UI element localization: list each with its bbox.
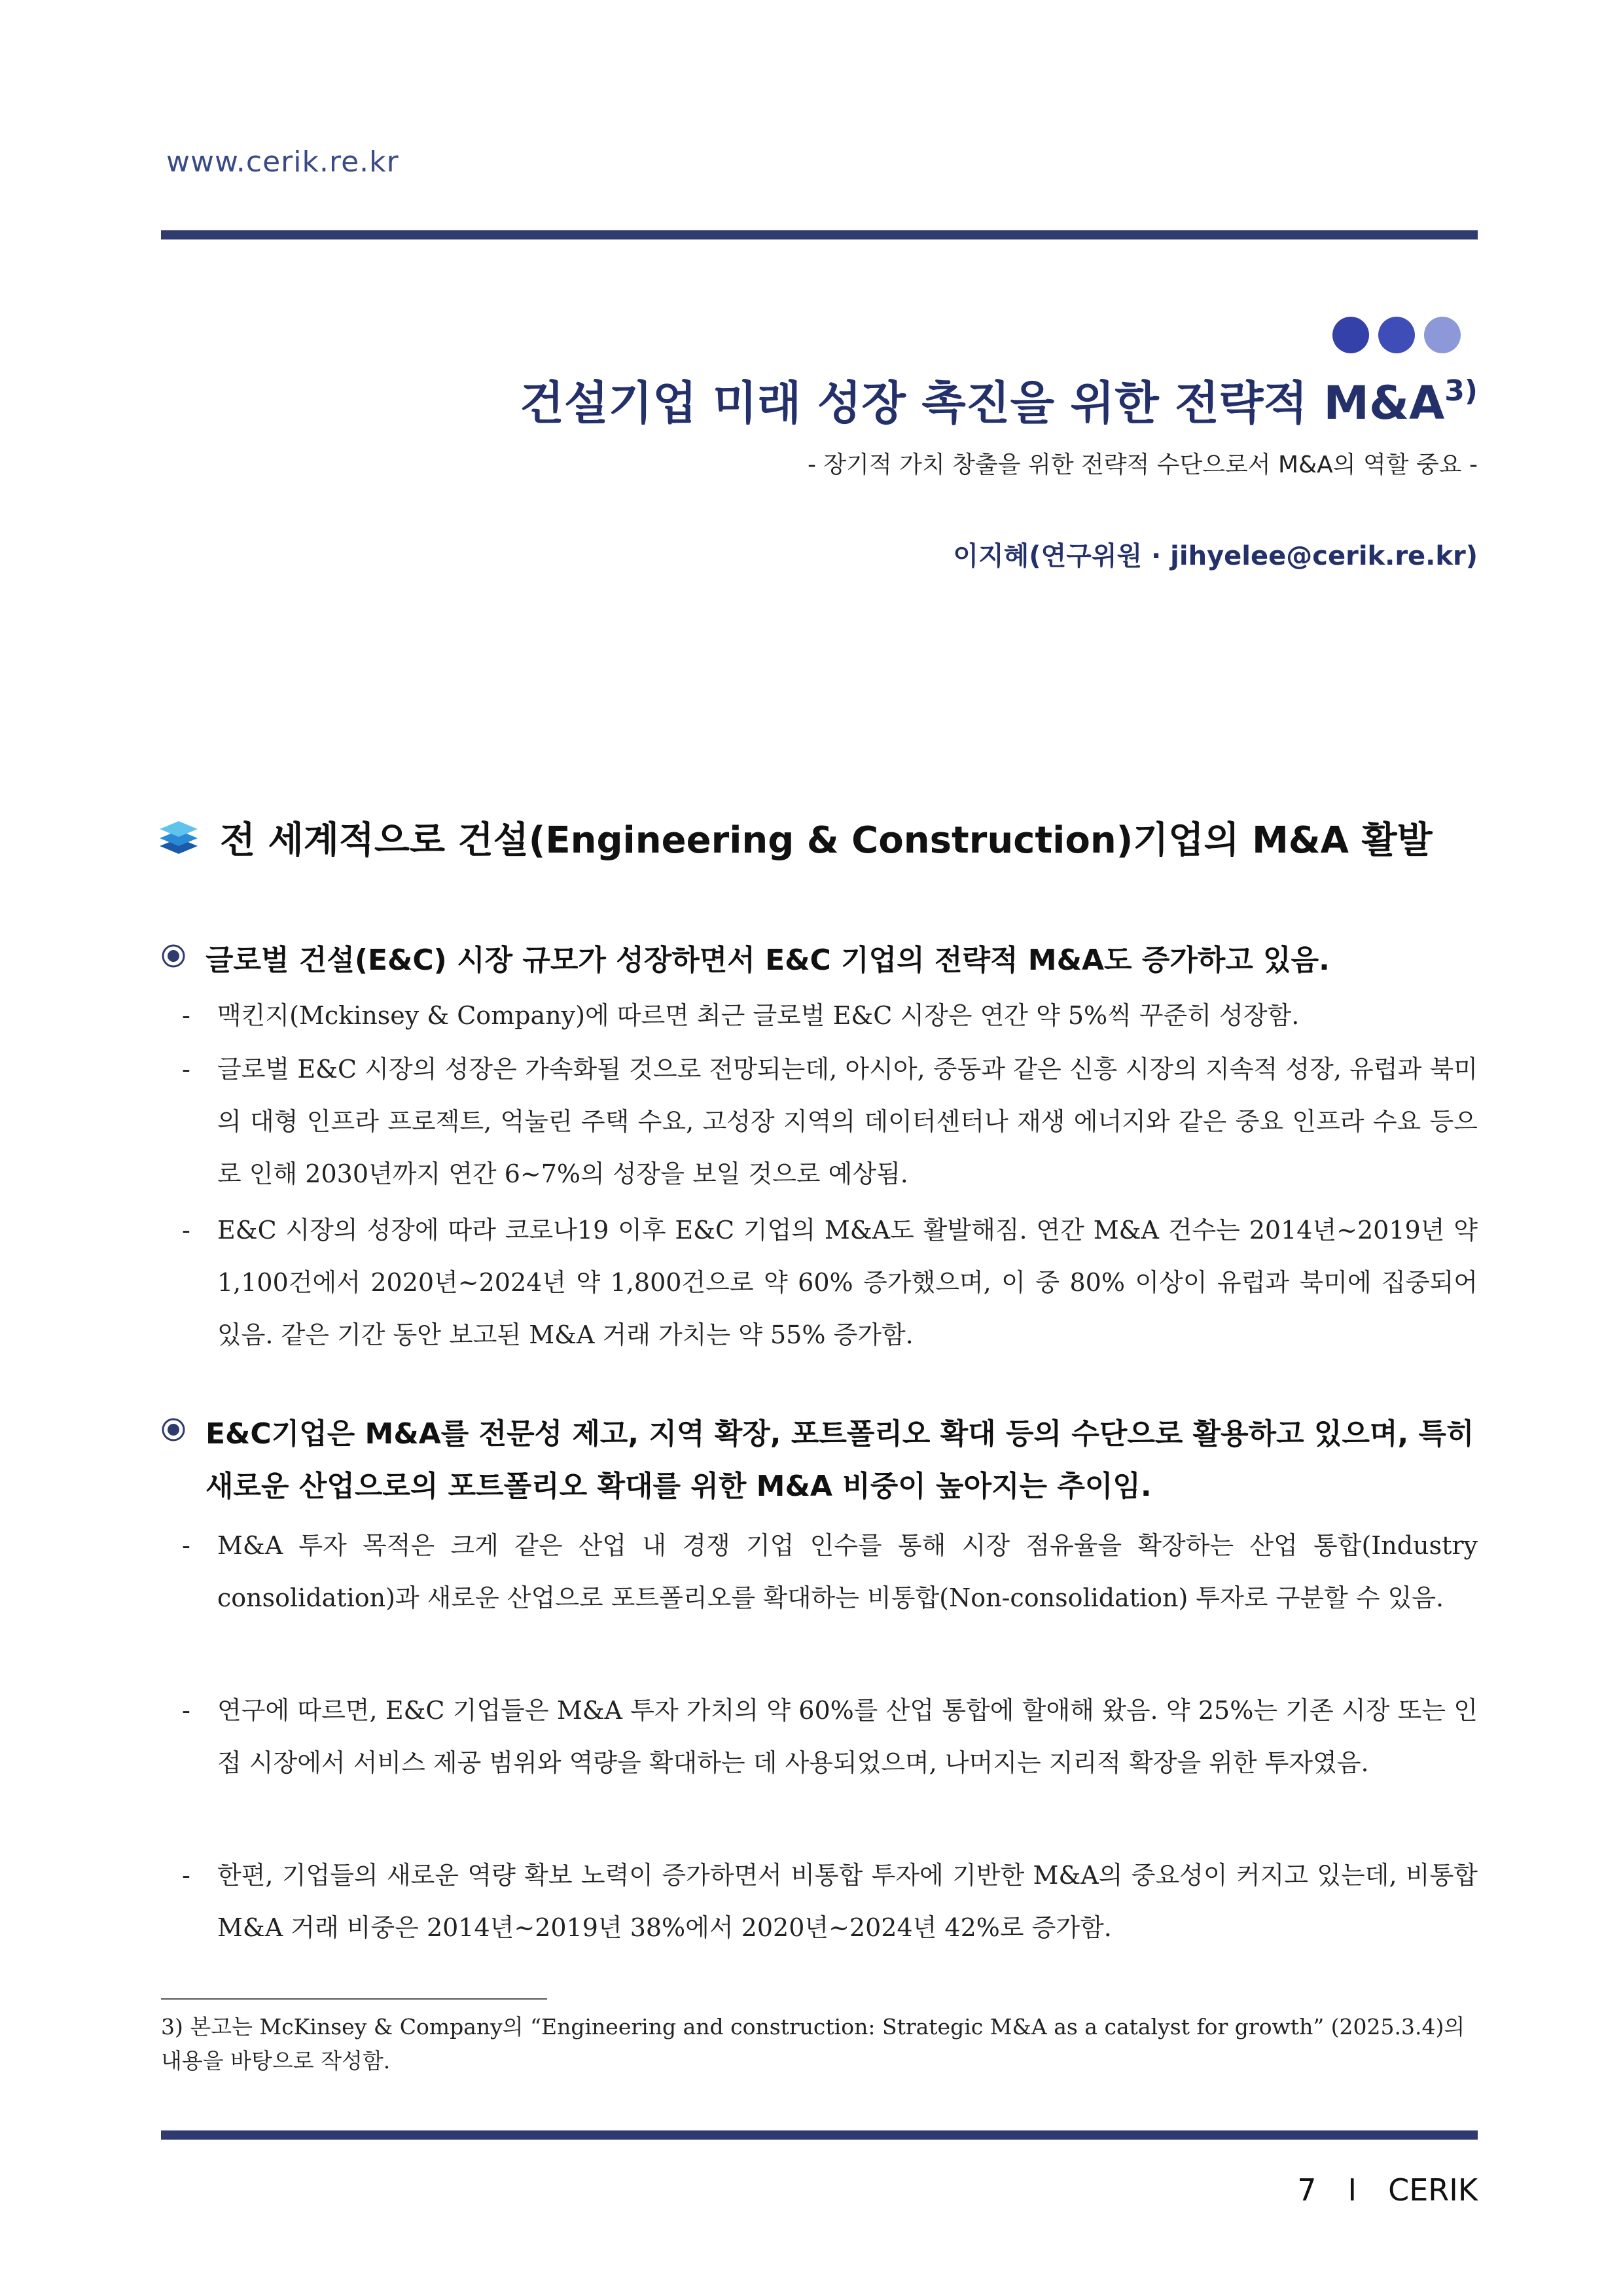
layers-icon xyxy=(157,816,200,859)
header-rule xyxy=(161,230,1478,239)
list-item-text: 맥킨지(Mckinsey & Company)에 따르면 최근 글로벌 E&C 시장은 연간 약 5%씩 꾸준히 성장함. xyxy=(217,1001,1300,1030)
list-item xyxy=(182,1684,1478,1789)
dash-marker: - xyxy=(182,1531,190,1560)
bullet-item xyxy=(161,934,1478,987)
author-line: 이지혜(연구위원 · jihyelee@cerik.re.kr) xyxy=(953,541,1478,571)
dash-marker: - xyxy=(182,1001,190,1030)
list-item-text: 연구에 따르면, E&C 기업들은 M&A 투자 가치의 약 60%를 산업 통합에 할애해 왔음. 약 25%는 기존 시장 또는 인접 시장에서 서비스 제공 범위와 역량을 확대하는 데 사용되었으며, 나머지는 지리적 확장을 위한 투자였음. xyxy=(217,1696,1478,1777)
dot-icon xyxy=(1424,317,1461,353)
page-footer xyxy=(1297,2172,1478,2208)
dash-marker: - xyxy=(182,1216,190,1245)
footer-org: CERIK xyxy=(1388,2172,1478,2208)
radio-bullet-icon xyxy=(161,1417,186,1442)
page-title-text: 건설기업 미래 성장 촉진을 위한 전략적 M&A xyxy=(520,376,1445,430)
list-item xyxy=(182,1849,1478,1954)
list-item-text: 한편, 기업들의 새로운 역량 확보 노력이 증가하면서 비통합 투자에 기반한 M&A의 중요성이 커지고 있는데, 비통합 M&A 거래 비중은 2014년~2019년 38%에서 2020년~2024년 42%로 증가함. xyxy=(217,1861,1478,1942)
footnote xyxy=(161,2010,1478,2078)
bullet-text: 글로벌 건설(E&C) 시장 규모가 성장하면서 E&C 기업의 전략적 M&A도 증가하고 있음. xyxy=(205,944,1330,977)
list-item xyxy=(182,1204,1478,1361)
site-url: www.cerik.re.kr xyxy=(166,145,399,179)
footnote-divider xyxy=(161,1998,547,2000)
footnote-mark: 3) xyxy=(161,2014,183,2040)
list-item xyxy=(182,1519,1478,1624)
footnote-text: 본고는 McKinsey & Company의 “Engineering and construction: Strategic M&A as a catalyst for growth” (2025.3.4)의 내용을 바탕으로 작성함. xyxy=(161,2014,1465,2074)
page-number: 7 xyxy=(1297,2172,1317,2208)
decorative-dots xyxy=(1332,317,1483,359)
bullet-item xyxy=(161,1408,1478,1513)
page-title xyxy=(520,366,1478,433)
section-heading-text: 전 세계적으로 건설(Engineering & Construction)기업의 M&A 활발 xyxy=(220,819,1433,862)
dash-marker: - xyxy=(182,1861,190,1890)
footer-separator: I xyxy=(1347,2172,1357,2208)
list-item xyxy=(182,1043,1478,1200)
list-item-text: 글로벌 E&C 시장의 성장은 가속화될 것으로 전망되는데, 아시아, 중동과 같은 신흥 시장의 지속적 성장, 유럽과 북미의 대형 인프라 프로젝트, 억눌린 주택 수요, 고성장 지역의 데이터센터나 재생 에너지와 같은 중요 인프라 수요 등으로 인해 2030년까지 연간 6~7%의 성장을 보일 것으로 예상됨. xyxy=(217,1055,1478,1188)
footnote-reference[interactable]: 3) xyxy=(1444,374,1478,408)
dot-icon xyxy=(1378,317,1415,353)
page-subtitle: - 장기적 가치 창출을 위한 전략적 수단으로서 M&A의 역할 중요 - xyxy=(807,451,1478,478)
list-item-text: M&A 투자 목적은 크게 같은 산업 내 경쟁 기업 인수를 통해 시장 점유율을 확장하는 산업 통합(Industry consolidation)과 새로운 산업으로 포트폴리오를 확대하는 비통합(Non-consolidation) 투자로 구분할 수 있음. xyxy=(217,1531,1478,1612)
dash-marker: - xyxy=(182,1055,190,1084)
dash-marker: - xyxy=(182,1696,190,1725)
bullet-text: E&C기업은 M&A를 전문성 제고, 지역 확장, 포트폴리오 확대 등의 수단으로 활용하고 있으며, 특히 새로운 산업으로의 포트폴리오 확대를 위한 M&A 비중이 높아지는 추이임. xyxy=(205,1417,1474,1503)
section-heading xyxy=(157,811,1433,864)
list-item xyxy=(182,989,1478,1042)
footer-rule xyxy=(161,2130,1478,2140)
radio-bullet-icon xyxy=(161,944,186,968)
list-item-text: E&C 시장의 성장에 따라 코로나19 이후 E&C 기업의 M&A도 활발해짐. 연간 M&A 건수는 2014년~2019년 약 1,100건에서 2020년~2024년 약 1,800건으로 약 60% 증가했으며, 이 중 80% 이상이 유럽과 북미에 집중되어 있음. 같은 기간 동안 보고된 M&A 거래 가치는 약 55% 증가함. xyxy=(217,1216,1478,1349)
dot-icon xyxy=(1332,317,1369,353)
